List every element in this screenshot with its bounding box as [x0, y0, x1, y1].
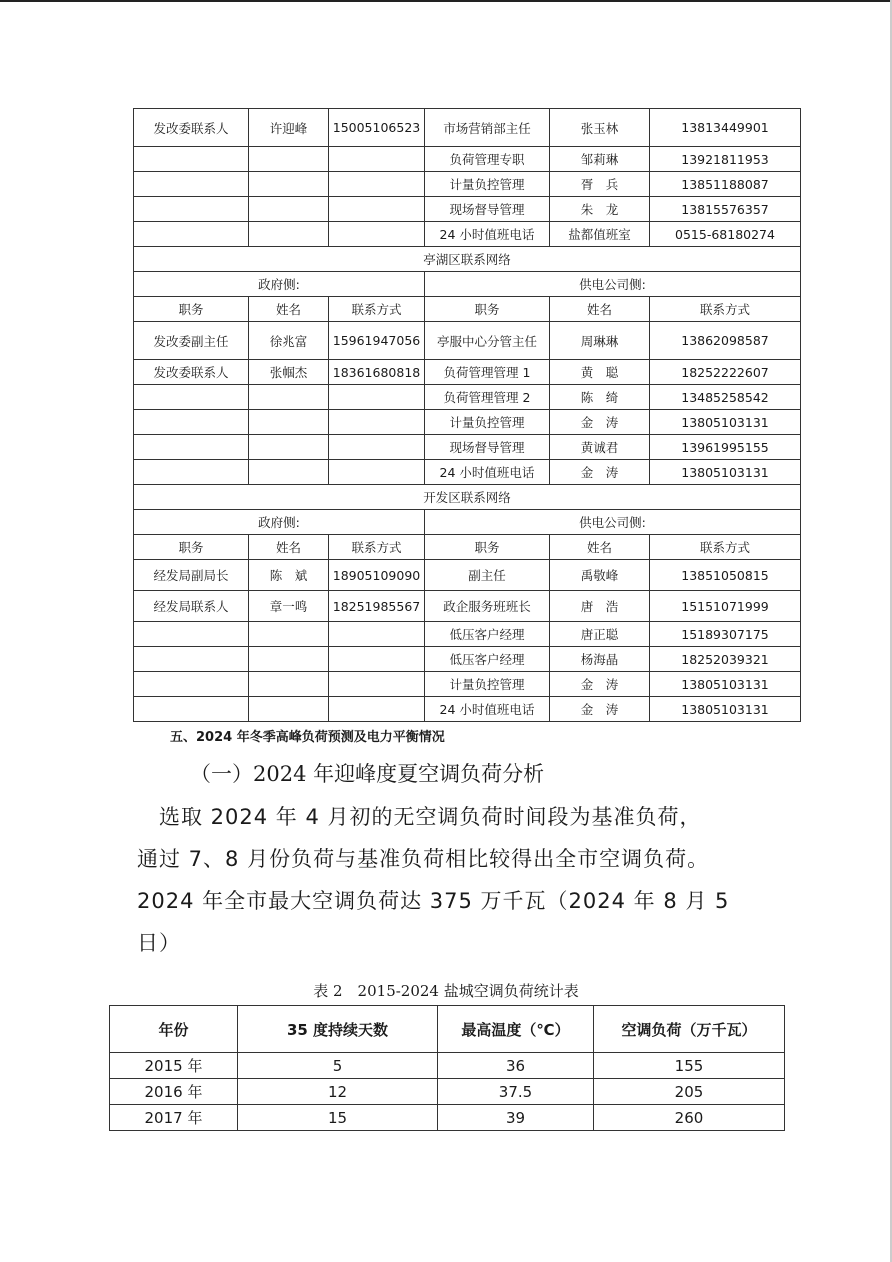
table-cell: 张玉林	[550, 109, 650, 147]
table-cell: 15	[238, 1105, 438, 1131]
table-cell: 2016 年	[110, 1079, 238, 1105]
column-header: 职务	[134, 535, 249, 560]
table-cell	[329, 622, 425, 647]
table-cell	[249, 672, 329, 697]
table-row	[134, 322, 801, 360]
table-cell	[329, 222, 425, 247]
table-cell: 盐都值班室	[550, 222, 650, 247]
column-header: 姓名	[249, 297, 329, 322]
table-cell	[249, 410, 329, 435]
table-cell: 黄诚君	[550, 435, 650, 460]
table-cell	[249, 172, 329, 197]
table-cell	[329, 697, 425, 722]
table-row	[134, 697, 801, 722]
table-cell: 18252039321	[650, 647, 801, 672]
table-cell	[249, 697, 329, 722]
table-header-row	[134, 297, 801, 322]
table-cell: 13851050815	[650, 560, 801, 591]
table-cell: 37.5	[438, 1079, 594, 1105]
page-top-border	[0, 0, 892, 2]
table-cell: 现场督导管理	[425, 197, 550, 222]
table-cell	[329, 460, 425, 485]
table-cell: 政企服务班班长	[425, 591, 550, 622]
table-cell	[134, 435, 249, 460]
table-cell	[329, 147, 425, 172]
table-cell: 36	[438, 1053, 594, 1079]
government-side-label: 政府侧:	[134, 510, 425, 535]
table-cell: 15005106523	[329, 109, 425, 147]
district-title: 亭湖区联系网络	[134, 247, 801, 272]
section-5-heading: 五、2024 年冬季高峰负荷预测及电力平衡情况	[170, 730, 445, 745]
table-row	[110, 1053, 785, 1079]
government-side-label: 政府侧:	[134, 272, 425, 297]
table-cell	[134, 197, 249, 222]
table-cell: 禹敬峰	[550, 560, 650, 591]
paragraph-line: 日）	[137, 931, 181, 955]
table-cell: 经发局副局长	[134, 560, 249, 591]
paragraph-line: 通过 7、8 月份负荷与基准负荷相比较得出全市空调负荷。	[137, 847, 710, 871]
table-cell: 155	[594, 1053, 785, 1079]
table-cell: 13813449901	[650, 109, 801, 147]
table-row	[134, 647, 801, 672]
table-cell: 18361680818	[329, 360, 425, 385]
table-header-row	[110, 1006, 785, 1053]
district-title-row	[134, 247, 801, 272]
table-cell: 15151071999	[650, 591, 801, 622]
table-cell: 计量负控管理	[425, 172, 550, 197]
table-cell: 负荷管理专职	[425, 147, 550, 172]
table-cell: 金 涛	[550, 672, 650, 697]
column-header: 职务	[425, 297, 550, 322]
table-cell	[249, 622, 329, 647]
table-cell	[249, 385, 329, 410]
table-row	[134, 672, 801, 697]
table-cell: 13851188087	[650, 172, 801, 197]
table-cell	[249, 222, 329, 247]
ac-load-stats-table	[109, 1005, 785, 1131]
table-cell: 13485258542	[650, 385, 801, 410]
contact-network-table	[133, 108, 801, 722]
table-cell: 章一鸣	[249, 591, 329, 622]
table-row	[134, 360, 801, 385]
table-cell	[249, 197, 329, 222]
side-label-row	[134, 510, 801, 535]
column-header: 空调负荷（万千瓦）	[594, 1006, 785, 1053]
table-cell	[249, 460, 329, 485]
table-cell	[249, 435, 329, 460]
table-cell: 计量负控管理	[425, 672, 550, 697]
column-header: 年份	[110, 1006, 238, 1053]
table-cell: 金 涛	[550, 410, 650, 435]
table-cell: 周琳琳	[550, 322, 650, 360]
table-cell	[134, 222, 249, 247]
table-cell: 13805103131	[650, 410, 801, 435]
table-row	[110, 1079, 785, 1105]
column-header: 联系方式	[329, 297, 425, 322]
table-cell: 205	[594, 1079, 785, 1105]
table-cell: 5	[238, 1053, 438, 1079]
table-cell	[329, 410, 425, 435]
column-header: 最高温度（℃）	[438, 1006, 594, 1053]
table-cell: 15189307175	[650, 622, 801, 647]
table-cell	[134, 622, 249, 647]
table-cell	[329, 172, 425, 197]
table-row	[134, 622, 801, 647]
paragraph-line: 选取 2024 年 4 月初的无空调负荷时间段为基准负荷，	[137, 805, 702, 829]
column-header: 联系方式	[329, 535, 425, 560]
table-cell: 经发局联系人	[134, 591, 249, 622]
table-cell	[329, 385, 425, 410]
table-row	[134, 222, 801, 247]
side-label-row	[134, 272, 801, 297]
table-cell: 陈 绮	[550, 385, 650, 410]
table-row	[134, 197, 801, 222]
power-company-side-label: 供电公司侧:	[425, 272, 801, 297]
table-cell	[329, 647, 425, 672]
table-row	[134, 385, 801, 410]
table-cell: 黄 聪	[550, 360, 650, 385]
column-header: 联系方式	[650, 297, 801, 322]
table-cell: 39	[438, 1105, 594, 1131]
table-cell: 负荷管理管理 1	[425, 360, 550, 385]
table-cell: 张帼杰	[249, 360, 329, 385]
table-cell	[134, 647, 249, 672]
table-cell: 低压客户经理	[425, 622, 550, 647]
table-cell: 唐 浩	[550, 591, 650, 622]
table-cell	[329, 672, 425, 697]
table-cell: 0515-68180274	[650, 222, 801, 247]
table-row	[134, 435, 801, 460]
table-cell: 18905109090	[329, 560, 425, 591]
table-cell	[249, 647, 329, 672]
table-cell: 市场营销部主任	[425, 109, 550, 147]
table-row	[134, 460, 801, 485]
table-cell: 金 涛	[550, 460, 650, 485]
table-cell: 胥 兵	[550, 172, 650, 197]
subsection-heading: （一）2024 年迎峰度夏空调负荷分析	[190, 762, 545, 786]
table-cell	[134, 410, 249, 435]
table-row	[134, 591, 801, 622]
table-row	[110, 1105, 785, 1131]
table-cell	[329, 197, 425, 222]
column-header: 职务	[425, 535, 550, 560]
table-cell: 13961995155	[650, 435, 801, 460]
table-cell: 24 小时值班电话	[425, 222, 550, 247]
paragraph-line: 2024 年全市最大空调负荷达 375 万千瓦（2024 年 8 月 5	[137, 889, 730, 913]
table-cell	[134, 460, 249, 485]
table-row	[134, 172, 801, 197]
table-cell: 15961947056	[329, 322, 425, 360]
table-cell	[134, 172, 249, 197]
table-cell: 2017 年	[110, 1105, 238, 1131]
table-cell: 邹莉琳	[550, 147, 650, 172]
table-cell: 18251985567	[329, 591, 425, 622]
table-cell: 杨海晶	[550, 647, 650, 672]
table-cell: 负荷管理管理 2	[425, 385, 550, 410]
table-row	[134, 109, 801, 147]
table-row	[134, 560, 801, 591]
table-cell: 发改委联系人	[134, 109, 249, 147]
table-cell: 低压客户经理	[425, 647, 550, 672]
analysis-paragraph	[137, 796, 777, 964]
table-cell	[249, 147, 329, 172]
table-cell	[134, 385, 249, 410]
table-cell: 13862098587	[650, 322, 801, 360]
table-cell: 朱 龙	[550, 197, 650, 222]
table-cell: 12	[238, 1079, 438, 1105]
ac-load-stats-body	[110, 1053, 785, 1131]
table-header-row	[134, 535, 801, 560]
table-cell: 24 小时值班电话	[425, 697, 550, 722]
table-cell: 亭服中心分管主任	[425, 322, 550, 360]
table-cell: 18252222607	[650, 360, 801, 385]
table-cell: 副主任	[425, 560, 550, 591]
table-cell	[329, 435, 425, 460]
table-cell: 徐兆富	[249, 322, 329, 360]
column-header: 35 度持续天数	[238, 1006, 438, 1053]
table-cell: 现场督导管理	[425, 435, 550, 460]
table-cell: 发改委副主任	[134, 322, 249, 360]
column-header: 姓名	[550, 297, 650, 322]
table-cell: 24 小时值班电话	[425, 460, 550, 485]
table-cell	[134, 147, 249, 172]
table-row	[134, 147, 801, 172]
table-cell: 唐正聪	[550, 622, 650, 647]
column-header: 姓名	[249, 535, 329, 560]
column-header: 联系方式	[650, 535, 801, 560]
column-header: 职务	[134, 297, 249, 322]
table-cell: 13805103131	[650, 697, 801, 722]
table-cell: 13805103131	[650, 672, 801, 697]
table-cell	[134, 697, 249, 722]
power-company-side-label: 供电公司侧:	[425, 510, 801, 535]
table-cell: 许迎峰	[249, 109, 329, 147]
table-cell: 13815576357	[650, 197, 801, 222]
district-title-row	[134, 485, 801, 510]
contact-network-body	[134, 109, 801, 722]
district-title: 开发区联系网络	[134, 485, 801, 510]
table-cell: 13921811953	[650, 147, 801, 172]
table-row	[134, 410, 801, 435]
table-cell: 260	[594, 1105, 785, 1131]
table-2-caption: 表 2 2015-2024 盐城空调负荷统计表	[313, 982, 579, 1000]
table-cell: 陈 斌	[249, 560, 329, 591]
table-cell: 计量负控管理	[425, 410, 550, 435]
column-header: 姓名	[550, 535, 650, 560]
table-cell: 13805103131	[650, 460, 801, 485]
table-cell: 2015 年	[110, 1053, 238, 1079]
table-cell: 金 涛	[550, 697, 650, 722]
table-cell: 发改委联系人	[134, 360, 249, 385]
table-cell	[134, 672, 249, 697]
